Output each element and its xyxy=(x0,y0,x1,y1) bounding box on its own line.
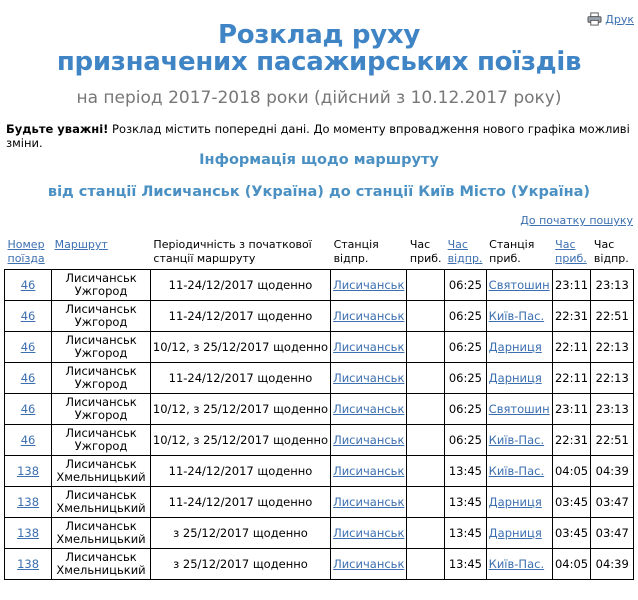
schedule-table xyxy=(4,236,634,580)
route-to: Ужгород xyxy=(74,408,128,422)
table-row xyxy=(5,456,634,487)
train-number-link[interactable]: 138 xyxy=(5,456,52,487)
route-to: Ужгород xyxy=(74,284,128,298)
route-from: Лисичанськ xyxy=(65,488,137,502)
arrival-time-cell: 23:11 xyxy=(552,394,591,425)
train-number-link[interactable]: 46 xyxy=(5,394,52,425)
route-cell xyxy=(52,301,151,332)
route-from: Лисичанськ xyxy=(65,364,137,378)
warning-text: Розклад містить попередні дані. До моменту впровадження нового графіка можливі зміни. xyxy=(6,122,630,150)
route-from: Лисичанськ xyxy=(65,271,137,285)
header-periodicity: Періодичність з початкової станції маршруту xyxy=(153,238,312,265)
arrival-time-cell: 22:11 xyxy=(552,332,591,363)
header-route[interactable]: Маршрут xyxy=(54,238,108,251)
header-arr-time-2[interactable]: Час приб. xyxy=(555,238,587,265)
back-to-search-link[interactable]: До початку пошуку xyxy=(520,214,633,227)
departure-time-cell: 04:39 xyxy=(591,549,634,580)
route-cell xyxy=(52,456,151,487)
arrival-time-cell: 22:31 xyxy=(552,301,591,332)
dep-time-cell: 06:25 xyxy=(445,363,487,394)
table-row xyxy=(5,487,634,518)
periodicity-cell: 10/12, з 25/12/2017 щоденно xyxy=(150,425,330,456)
train-number-link[interactable]: 46 xyxy=(5,301,52,332)
route-cell xyxy=(52,332,151,363)
printer-icon xyxy=(587,12,602,26)
dep-station-link[interactable]: Лисичанськ xyxy=(331,425,407,456)
dep-station-link[interactable]: Лисичанськ xyxy=(331,332,407,363)
dep-time-cell: 06:25 xyxy=(445,270,487,301)
route-to: Хмельницький xyxy=(56,563,146,577)
title-line-1: Розклад руху xyxy=(218,20,420,50)
departure-time-cell: 03:47 xyxy=(591,518,634,549)
arr-station-link[interactable]: Дарниця xyxy=(486,518,552,549)
arr-station-link[interactable]: Київ-Пас. xyxy=(486,425,552,456)
route-from: Лисичанськ xyxy=(65,550,137,564)
header-arr-time: Час приб. xyxy=(409,238,442,265)
table-header-row xyxy=(5,236,634,270)
periodicity-cell: 11-24/12/2017 щоденно xyxy=(150,301,330,332)
periodicity-cell: 10/12, з 25/12/2017 щоденно xyxy=(150,394,330,425)
dep-station-link[interactable]: Лисичанськ xyxy=(331,487,407,518)
route-to: Хмельницький xyxy=(56,470,146,484)
arr-station-link[interactable]: Дарниця xyxy=(486,487,552,518)
page-title xyxy=(0,0,638,76)
dep-time-cell: 06:25 xyxy=(445,301,487,332)
route-cell xyxy=(52,487,151,518)
route-from: Лисичанськ xyxy=(65,457,137,471)
info-title: Інформація щодо маршруту xyxy=(199,152,439,168)
departure-time-cell: 23:13 xyxy=(591,394,634,425)
title-line-2: призначених пасажирських поїздів xyxy=(56,47,582,77)
dep-time-cell: 06:25 xyxy=(445,394,487,425)
route-from: Лисичанськ xyxy=(65,426,137,440)
train-number-link[interactable]: 46 xyxy=(5,270,52,301)
dep-time-cell: 06:25 xyxy=(445,425,487,456)
warning-bold: Будьте уважні! xyxy=(6,122,109,136)
arrival-time-cell: 04:05 xyxy=(552,549,591,580)
arr-time-cell xyxy=(407,518,445,549)
table-row xyxy=(5,394,634,425)
dep-station-link[interactable]: Лисичанськ xyxy=(331,301,407,332)
periodicity-cell: з 25/12/2017 щоденно xyxy=(150,518,330,549)
print-link[interactable] xyxy=(587,12,634,26)
dep-station-link[interactable]: Лисичанськ xyxy=(331,518,407,549)
train-number-link[interactable]: 46 xyxy=(5,425,52,456)
arr-time-cell xyxy=(407,270,445,301)
dep-station-link[interactable]: Лисичанськ xyxy=(331,456,407,487)
header-dep-time[interactable]: Час відпр. xyxy=(447,238,483,265)
print-label[interactable]: Друк xyxy=(605,12,634,26)
arr-station-link[interactable]: Дарниця xyxy=(486,332,552,363)
train-number-link[interactable]: 138 xyxy=(5,549,52,580)
arrival-time-cell: 23:11 xyxy=(552,270,591,301)
arr-time-cell xyxy=(407,363,445,394)
dep-station-link[interactable]: Лисичанськ xyxy=(331,549,407,580)
arr-station-link[interactable]: Дарниця xyxy=(486,363,552,394)
table-row xyxy=(5,270,634,301)
train-number-link[interactable]: 138 xyxy=(5,487,52,518)
arr-station-link[interactable]: Святошин xyxy=(486,394,552,425)
arr-time-cell xyxy=(407,549,445,580)
departure-time-cell: 22:13 xyxy=(591,332,634,363)
arr-time-cell xyxy=(407,332,445,363)
periodicity-cell: 11-24/12/2017 щоденно xyxy=(150,456,330,487)
dep-time-cell: 06:25 xyxy=(445,332,487,363)
header-train-no[interactable]: Номер поїзда xyxy=(7,238,45,265)
departure-time-cell: 23:13 xyxy=(591,270,634,301)
header-arr-station: Станція приб. xyxy=(489,238,535,265)
table-row xyxy=(5,425,634,456)
arr-time-cell xyxy=(407,394,445,425)
dep-station-link[interactable]: Лисичанськ xyxy=(331,394,407,425)
route-to: Ужгород xyxy=(74,439,128,453)
arr-station-link[interactable]: Київ-Пас. xyxy=(486,301,552,332)
dep-station-link[interactable]: Лисичанськ xyxy=(331,270,407,301)
arrival-time-cell: 22:11 xyxy=(552,363,591,394)
dep-time-cell: 13:45 xyxy=(445,549,487,580)
route-cell xyxy=(52,394,151,425)
arr-station-link[interactable]: Святошин xyxy=(486,270,552,301)
header-dep-time-2: Час відпр. xyxy=(593,238,629,265)
periodicity-cell: 10/12, з 25/12/2017 щоденно xyxy=(150,332,330,363)
dep-station-link[interactable]: Лисичанськ xyxy=(331,363,407,394)
route-from: Лисичанськ xyxy=(65,302,137,316)
dep-time-cell: 13:45 xyxy=(445,456,487,487)
route-from: Лисичанськ xyxy=(65,519,137,533)
route-cell xyxy=(52,363,151,394)
route-to: Ужгород xyxy=(74,315,128,329)
departure-time-cell: 04:39 xyxy=(591,456,634,487)
table-row xyxy=(5,301,634,332)
departure-time-cell: 22:51 xyxy=(591,301,634,332)
warning-message xyxy=(6,122,638,150)
table-row xyxy=(5,332,634,363)
departure-time-cell: 03:47 xyxy=(591,487,634,518)
route-cell xyxy=(52,270,151,301)
route-from: Лисичанськ xyxy=(65,395,137,409)
train-number-link[interactable]: 46 xyxy=(5,332,52,363)
arr-station-link[interactable]: Київ-Пас. xyxy=(486,456,552,487)
periodicity-cell: з 25/12/2017 щоденно xyxy=(150,549,330,580)
table-row xyxy=(5,518,634,549)
arr-time-cell xyxy=(407,456,445,487)
arr-station-link[interactable]: Київ-Пас. xyxy=(486,549,552,580)
route-from: Лисичанськ xyxy=(65,333,137,347)
periodicity-cell: 11-24/12/2017 щоденно xyxy=(150,270,330,301)
departure-time-cell: 22:13 xyxy=(591,363,634,394)
arrival-time-cell: 03:45 xyxy=(552,487,591,518)
table-row xyxy=(5,363,634,394)
dep-time-cell: 13:45 xyxy=(445,487,487,518)
route-cell xyxy=(52,518,151,549)
train-number-link[interactable]: 46 xyxy=(5,363,52,394)
period-subtitle: на період 2017-2018 роки (дійсний з 10.12.2017 року) xyxy=(76,88,562,108)
arrival-time-cell: 03:45 xyxy=(552,518,591,549)
arr-time-cell xyxy=(407,301,445,332)
arrival-time-cell: 22:31 xyxy=(552,425,591,456)
periodicity-cell: 11-24/12/2017 щоденно xyxy=(150,363,330,394)
route-title: від станції Лисичанськ (Україна) до станції Київ Місто (Україна) xyxy=(47,184,591,200)
train-number-link[interactable]: 138 xyxy=(5,518,52,549)
arr-time-cell xyxy=(407,487,445,518)
route-to: Ужгород xyxy=(74,377,128,391)
route-cell xyxy=(52,549,151,580)
route-to: Хмельницький xyxy=(56,532,146,546)
dep-time-cell: 13:45 xyxy=(445,518,487,549)
route-to: Ужгород xyxy=(74,346,128,360)
route-cell xyxy=(52,425,151,456)
arr-time-cell xyxy=(407,425,445,456)
route-to: Хмельницький xyxy=(56,501,146,515)
table-row xyxy=(5,549,634,580)
departure-time-cell: 22:51 xyxy=(591,425,634,456)
periodicity-cell: 11-24/12/2017 щоденно xyxy=(150,487,330,518)
header-dep-station: Станція відпр. xyxy=(333,238,379,265)
arrival-time-cell: 04:05 xyxy=(552,456,591,487)
